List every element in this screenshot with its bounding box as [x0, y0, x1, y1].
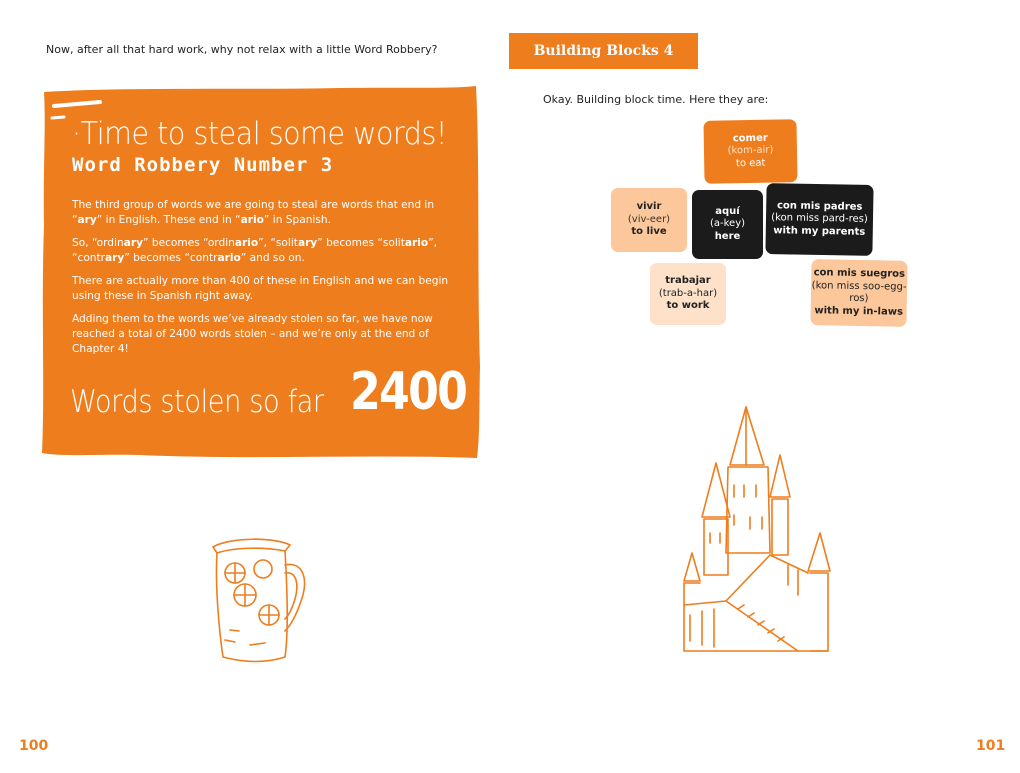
pitcher-illustration — [205, 535, 310, 665]
block-meaning: to eat — [735, 157, 766, 170]
building-blocks-intro: Okay. Building block time. Here they are: — [543, 93, 769, 106]
panel-paragraph — [72, 312, 452, 357]
paragraph-text: ”, “contr — [72, 237, 438, 264]
block-meaning: here — [714, 230, 741, 242]
paragraph-text: ”, “solit — [258, 237, 298, 249]
panel-paragraph — [72, 274, 452, 304]
page-number-right: 101 — [976, 738, 1006, 754]
panel-paragraph — [72, 198, 452, 228]
paragraph-text: ” becomes “solit — [317, 237, 405, 249]
block-word: con mis suegros — [813, 267, 906, 280]
paragraph-text: ” becomes “ordin — [142, 237, 235, 249]
block-pronunciation: (trab-a-har) — [658, 287, 718, 299]
block-comer — [703, 119, 797, 184]
block-trabajar — [650, 263, 726, 325]
block-pronunciation: (kon miss soo-egg-ros) — [811, 279, 907, 305]
paragraph-text: The third group of words we are going to steal are words that end in “ — [72, 199, 435, 226]
block-aqui — [692, 190, 763, 259]
words-stolen-count: 2400 — [350, 362, 467, 422]
bold-suffix: ary — [105, 252, 125, 264]
panel-title: ·Time to steal some words! — [72, 116, 447, 152]
block-word: vivir — [636, 201, 662, 213]
block-word: comer — [732, 132, 768, 145]
block-pronunciation: (kon miss pard-res) — [771, 212, 868, 226]
block-pronunciation: (kom-air) — [727, 144, 774, 157]
block-con-mis-padres — [765, 183, 873, 256]
panel-body — [72, 198, 452, 365]
block-pronunciation: (viv-eer) — [627, 213, 671, 225]
bold-suffix: ario — [404, 237, 429, 249]
paragraph-text: ” in Spanish. — [263, 214, 331, 226]
words-stolen-label: Words stolen so far — [70, 384, 324, 420]
bold-suffix: ary — [77, 214, 97, 226]
block-word: aquí — [715, 205, 740, 217]
block-meaning: with my parents — [773, 224, 866, 238]
block-meaning: to work — [666, 300, 710, 312]
paragraph-text: ” becomes “contr — [124, 252, 218, 264]
block-vivir — [611, 188, 687, 252]
left-intro-text: Now, after all that hard work, why not relax with a little Word Robbery? — [46, 43, 438, 56]
paragraph-text: ” in English. These end in “ — [96, 214, 241, 226]
bold-suffix: ario — [217, 252, 241, 264]
building-blocks-header: Building Blocks 4 — [509, 33, 698, 69]
paragraph-text: There are actually more than 400 of these in English and we can begin using these in Spanish right away. — [72, 275, 449, 302]
page-number-left: 100 — [19, 738, 49, 754]
block-meaning: to live — [631, 226, 667, 238]
word-robbery-panel — [40, 86, 480, 460]
castle-illustration — [678, 405, 838, 657]
block-word: trabajar — [665, 275, 711, 287]
block-pronunciation: (a-key) — [709, 218, 746, 230]
paragraph-text: Adding them to the words we’ve already stolen so far, we have now reached a total of 2400 words stolen – and we’re only at the end of Chapter 4! — [72, 313, 433, 355]
bold-suffix: ary — [123, 237, 143, 249]
bold-suffix: ary — [297, 237, 318, 249]
block-con-mis-suegros — [810, 259, 907, 327]
paragraph-text: So, “ordin — [72, 237, 124, 249]
bold-suffix: ario — [234, 237, 259, 249]
block-word: con mis padres — [776, 200, 863, 213]
bold-suffix: ario — [240, 214, 264, 226]
block-meaning: with my in-laws — [814, 304, 904, 318]
paragraph-text: ” and so on. — [240, 252, 305, 264]
panel-paragraph — [72, 236, 452, 266]
panel-subtitle: Word Robbery Number 3 — [72, 154, 334, 176]
